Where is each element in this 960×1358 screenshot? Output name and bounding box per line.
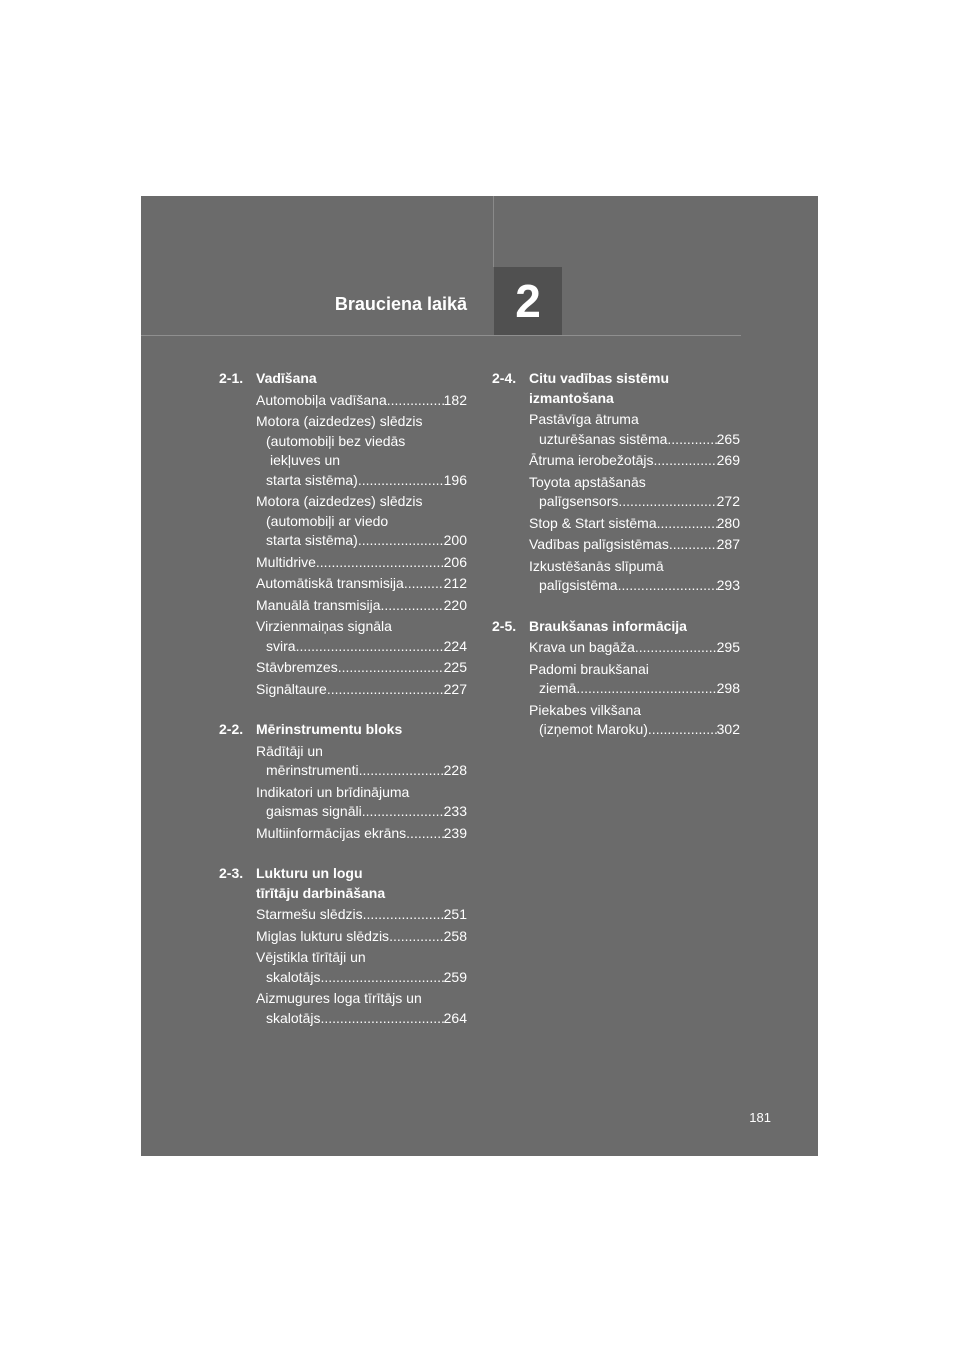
dot-leader <box>327 680 444 700</box>
entry-text: skalotājs <box>266 1009 321 1026</box>
entry-text: uzturēšanas sistēma <box>539 430 668 447</box>
dot-leader <box>387 391 444 411</box>
section-title-line: Mērinstrumentu bloks <box>256 721 403 737</box>
dot-leader <box>618 576 717 596</box>
entry-text: Automātiskā transmisija <box>256 575 404 591</box>
section-number: 2-3. <box>219 865 244 881</box>
entry-page: 258 <box>443 927 467 944</box>
header-divider-horizontal <box>141 335 741 336</box>
entry-line <box>529 451 740 471</box>
section-heading <box>492 369 740 408</box>
dot-leader <box>667 430 716 450</box>
toc-entry <box>529 660 740 699</box>
entry-line <box>529 660 740 680</box>
toc-entry <box>256 742 467 781</box>
section-number: 2-2. <box>219 721 244 737</box>
entry-page: 302 <box>716 721 740 737</box>
entry-text: Multidrive <box>256 553 316 570</box>
entry-page: 224 <box>443 637 467 654</box>
toc-entry <box>256 553 467 573</box>
entry-line <box>529 638 740 658</box>
entry-page: 200 <box>443 532 467 548</box>
dot-leader <box>648 720 717 740</box>
entry-text: Vadības palīgsistēmas <box>529 536 669 552</box>
entry-text: mērinstrumenti <box>266 762 359 778</box>
section-title <box>529 617 740 637</box>
section-heading <box>219 720 467 740</box>
entry-line <box>256 948 467 968</box>
toc-entry <box>256 492 467 551</box>
section-title-line: Citu vadības sistēmu <box>529 370 670 386</box>
entry-line <box>529 557 740 577</box>
entry-text: ziemā <box>539 680 577 696</box>
entry-line <box>529 535 740 555</box>
entry-page: 293 <box>716 577 740 593</box>
entry-text: Multiinformācijas ekrāns <box>256 824 407 841</box>
toc-entry <box>256 948 467 987</box>
dot-leader <box>358 531 444 551</box>
entry-line <box>256 531 467 551</box>
entry-text: (izņemot Maroku) <box>539 721 648 737</box>
entry-line <box>256 802 467 822</box>
dot-leader <box>296 637 444 657</box>
dot-leader <box>316 553 444 573</box>
section-number: 2-1. <box>219 370 244 386</box>
entry-page: 225 <box>443 659 467 675</box>
toc-column-right <box>492 369 740 761</box>
entry-text: Piekabes vilkšana <box>529 701 642 718</box>
entry-text: Vējstikla tīrītāji un <box>256 949 366 965</box>
entry-text: Miglas lukturu slēdzis <box>256 927 390 944</box>
section-title <box>256 720 467 740</box>
section-title-line: izmantošana <box>529 389 614 406</box>
section-title-line: Lukturu un logu <box>256 865 363 881</box>
toc-entry <box>256 927 467 947</box>
entry-line <box>256 451 467 471</box>
toc-entry <box>256 391 467 411</box>
entry-text: palīgsistēma <box>539 577 618 593</box>
section-title <box>529 369 740 408</box>
toc-entry <box>256 680 467 700</box>
chapter-number: 2 <box>494 267 562 335</box>
chapter-title: Brauciena laikā <box>334 294 467 314</box>
entry-line <box>256 783 467 803</box>
toc-section <box>219 369 467 699</box>
entry-text: starta sistēma) <box>266 532 358 548</box>
entry-text: Signāltaure <box>256 680 327 697</box>
entry-line <box>256 596 467 616</box>
entry-line <box>256 432 467 452</box>
entry-line <box>529 492 740 512</box>
dot-leader <box>320 1009 443 1029</box>
toc-entry <box>529 701 740 740</box>
entry-line <box>256 761 467 781</box>
entry-text: Pastāvīga ātruma <box>529 411 639 427</box>
entry-line <box>256 742 467 762</box>
entry-page: 264 <box>443 1009 467 1026</box>
entry-line <box>529 473 740 493</box>
entry-page: 265 <box>716 430 740 447</box>
entry-page: 269 <box>716 452 740 468</box>
header-divider-vertical <box>493 196 494 267</box>
entry-page: 212 <box>443 575 467 591</box>
entry-line <box>256 927 467 947</box>
entry-line <box>256 617 467 637</box>
toc-entry <box>529 514 740 534</box>
section-number: 2-4. <box>492 370 517 386</box>
toc-entry <box>256 596 467 616</box>
toc-entry <box>256 574 467 594</box>
toc-entry <box>256 658 467 678</box>
dot-leader <box>320 968 443 988</box>
toc-column-left <box>219 369 467 1049</box>
dot-leader <box>404 574 444 594</box>
entry-text: Indikatori un brīdinājuma <box>256 783 410 800</box>
toc-entry <box>256 783 467 822</box>
entry-text: skalotājs <box>266 968 321 985</box>
section-heading <box>219 864 467 903</box>
entry-text: Toyota apstāšanās <box>529 473 646 490</box>
entry-line <box>256 492 467 512</box>
entry-page: 233 <box>443 803 467 819</box>
entry-text: Motora (aizdedzes) slēdzis <box>256 413 423 429</box>
entry-line <box>256 471 467 491</box>
dot-leader <box>657 514 717 534</box>
entry-line <box>256 553 467 573</box>
dot-leader <box>358 471 444 491</box>
entry-page: 298 <box>716 680 740 696</box>
entry-text: gaismas signāli <box>266 803 362 819</box>
dot-leader <box>406 824 443 844</box>
section-title <box>256 864 467 903</box>
dot-leader <box>618 492 716 512</box>
toc-section <box>219 720 467 843</box>
toc-entry <box>529 451 740 471</box>
dot-leader <box>363 905 444 925</box>
dot-leader <box>381 596 444 616</box>
entry-line <box>256 412 467 432</box>
entry-page: 272 <box>716 493 740 509</box>
toc-entry <box>256 412 467 490</box>
entry-text: Izkustēšanās slīpumā <box>529 557 664 574</box>
entry-line <box>529 720 740 740</box>
entry-page: 280 <box>716 514 740 531</box>
entry-text: starta sistēma) <box>266 471 358 488</box>
entry-text: (automobiļi ar viedo <box>266 512 389 529</box>
entry-text: Manuālā transmisija <box>256 596 381 613</box>
entry-text: Aizmugures loga tīrītājs un <box>256 990 422 1006</box>
toc-entry <box>256 824 467 844</box>
entry-text: Motora (aizdedzes) slēdzis <box>256 493 423 509</box>
dot-leader <box>362 802 444 822</box>
entry-line <box>256 905 467 925</box>
entry-text: Ātruma ierobežotājs <box>529 452 654 468</box>
entry-text: svira <box>266 637 296 654</box>
section-heading <box>492 617 740 637</box>
entry-page: 295 <box>716 639 740 655</box>
section-heading <box>219 369 467 389</box>
toc-section <box>492 369 740 596</box>
entry-line <box>256 512 467 532</box>
entry-line <box>256 391 467 411</box>
entry-text: iekļuves un <box>270 452 341 468</box>
toc-entry <box>256 617 467 656</box>
entry-line <box>529 679 740 699</box>
entry-page: 287 <box>716 536 740 552</box>
dot-leader <box>338 658 444 678</box>
entry-line <box>256 574 467 594</box>
entry-line <box>529 576 740 596</box>
entry-line <box>256 1009 467 1029</box>
entry-text: Krava un bagāža <box>529 639 635 655</box>
entry-page: 227 <box>443 680 467 697</box>
entry-text: Stop & Start sistēma <box>529 514 657 531</box>
entry-line <box>256 989 467 1009</box>
entry-page: 239 <box>443 824 467 841</box>
entry-line <box>256 680 467 700</box>
toc-entry <box>256 989 467 1028</box>
entry-text: Virzienmaiņas signāla <box>256 618 392 634</box>
toc-section <box>219 864 467 1028</box>
entry-page: 220 <box>443 596 467 613</box>
entry-text: Starmešu slēdzis <box>256 906 363 922</box>
entry-line <box>529 701 740 721</box>
entry-line <box>256 824 467 844</box>
entry-line <box>256 658 467 678</box>
entry-line <box>256 637 467 657</box>
entry-page: 196 <box>443 471 467 488</box>
entry-page: 206 <box>443 553 467 570</box>
entry-text: Automobiļa vadīšana <box>256 391 387 408</box>
dot-leader <box>359 761 444 781</box>
dot-leader <box>635 638 717 658</box>
entry-line <box>529 410 740 430</box>
toc-entry <box>529 473 740 512</box>
dot-leader <box>389 927 444 947</box>
dot-leader <box>576 679 716 699</box>
toc-entry <box>529 410 740 449</box>
entry-text: Rādītāji un <box>256 742 323 759</box>
page-number: 181 <box>749 1110 771 1125</box>
section-title-line: Braukšanas informācija <box>529 617 687 634</box>
section-number: 2-5. <box>492 617 517 634</box>
entry-text: Padomi braukšanai <box>529 660 649 677</box>
entry-page: 259 <box>443 968 467 985</box>
toc-entry <box>529 535 740 555</box>
toc-entry <box>529 557 740 596</box>
section-title-line: tīrītāju darbināšana <box>256 884 386 901</box>
entry-line <box>529 430 740 450</box>
entry-text: palīgsensors <box>539 493 619 509</box>
section-title-line: Vadīšana <box>256 370 317 386</box>
entry-page: 251 <box>443 906 467 922</box>
entry-line <box>529 514 740 534</box>
dot-leader <box>669 535 717 555</box>
entry-page: 182 <box>443 391 467 408</box>
toc-entry <box>256 905 467 925</box>
section-title <box>256 369 467 389</box>
entry-text: Stāvbremzes <box>256 659 338 675</box>
toc-section <box>492 617 740 740</box>
entry-page: 228 <box>443 762 467 778</box>
toc-entry <box>529 638 740 658</box>
entry-text: (automobiļi bez viedās <box>266 432 406 449</box>
entry-line <box>256 968 467 988</box>
dot-leader <box>654 451 717 471</box>
